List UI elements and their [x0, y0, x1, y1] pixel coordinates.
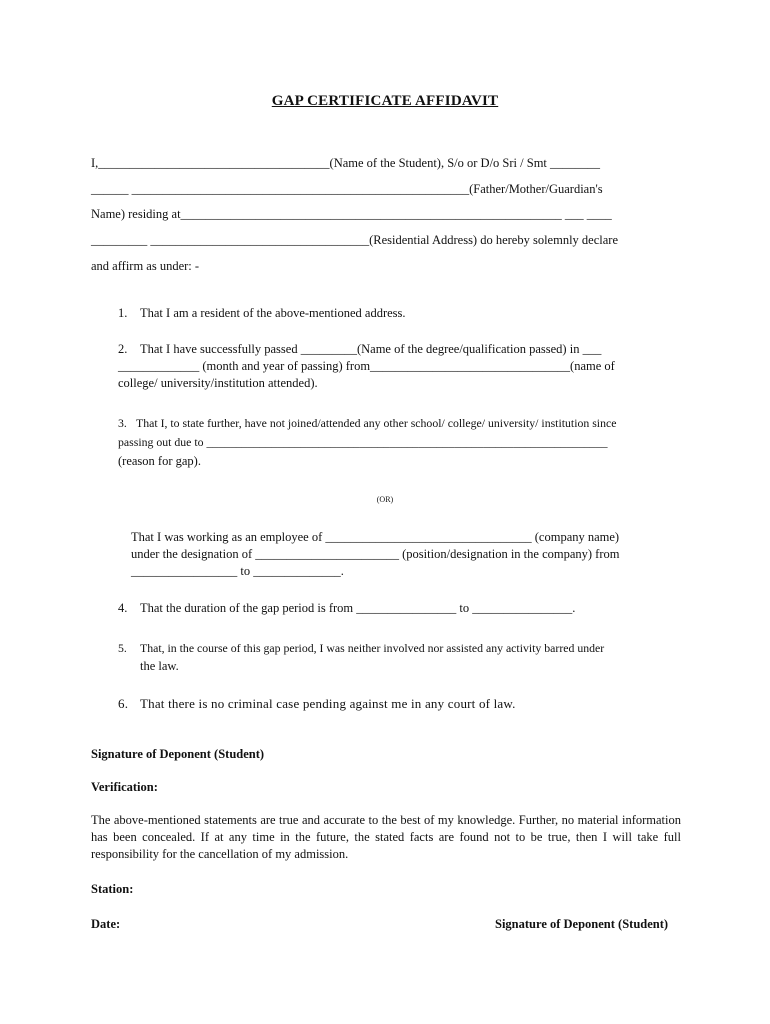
verification-heading: Verification: [91, 780, 158, 794]
item-continuation: college/ university/institution attended). [118, 376, 318, 390]
list-item [118, 415, 616, 432]
item-number: 3. [118, 416, 127, 430]
signature-heading: Signature of Deponent (Student) [91, 747, 265, 761]
signature-bottom: Signature of Deponent (Student) [495, 917, 669, 931]
intro-line-5: and affirm as under: - [91, 259, 200, 273]
intro-line-1: I,_____________________________________(Name of the Student), S/o or D/o Sri / Smt ________ [91, 156, 601, 170]
item-continuation: passing out due to ____________________________________________________________________ [118, 435, 608, 449]
item-text: That I, to state further, have not joined/attended any other school/ college/ university/ institution since [136, 416, 617, 430]
intro-line-2: ______ ______________________________________________________(Father/Mother/Guardian's [91, 182, 603, 196]
verification-text: The above-mentioned statements are true and accurate to the best of my knowledge. Further, no material information has been concealed. If at any time in the future, the stated facts are found not to be true, then I will take full responsibility for the cancellation of my admission. [91, 813, 681, 861]
or-separator: (OR) [376, 495, 394, 504]
list-item [118, 695, 516, 712]
item-number: 2. [118, 342, 128, 356]
list-item [118, 640, 604, 657]
item-text: That, in the course of this gap period, I was neither involved nor assisted any activity barred under [140, 641, 605, 655]
employment-line-1: That I was working as an employee of _________________________________ (company name) [131, 530, 620, 544]
item-continuation: _____________ (month and year of passing) from________________________________(name of [118, 359, 615, 373]
employment-line-2: under the designation of _______________________ (position/designation in the company) from [131, 547, 620, 561]
item-number: 4. [118, 601, 128, 615]
document-title: GAP CERTIFICATE AFFIDAVIT [271, 93, 499, 109]
item-text: That I have successfully passed _________(Name of the degree/qualification passed) in ___ [140, 342, 602, 356]
list-item [118, 341, 601, 358]
list-item [118, 305, 406, 322]
item-text: That I am a resident of the above-mentioned address. [140, 306, 406, 320]
intro-line-4: _________ ___________________________________(Residential Address) do hereby solemnly declare [91, 233, 619, 247]
station-label: Station: [91, 882, 134, 896]
item-continuation: (reason for gap). [118, 454, 201, 468]
item-number: 5. [118, 641, 127, 655]
item-number: 6. [118, 696, 129, 711]
item-text: That there is no criminal case pending against me in any court of law. [140, 696, 516, 711]
employment-line-3: _________________ to ______________. [131, 564, 344, 578]
item-text: That the duration of the gap period is from ________________ to ________________. [140, 601, 576, 615]
intro-line-3: Name) residing at_____________________________________________________________ ___ ____ [91, 207, 612, 221]
item-number: 1. [118, 306, 128, 320]
item-continuation: the law. [140, 659, 179, 673]
list-item [118, 600, 575, 617]
date-label: Date: [91, 917, 121, 931]
